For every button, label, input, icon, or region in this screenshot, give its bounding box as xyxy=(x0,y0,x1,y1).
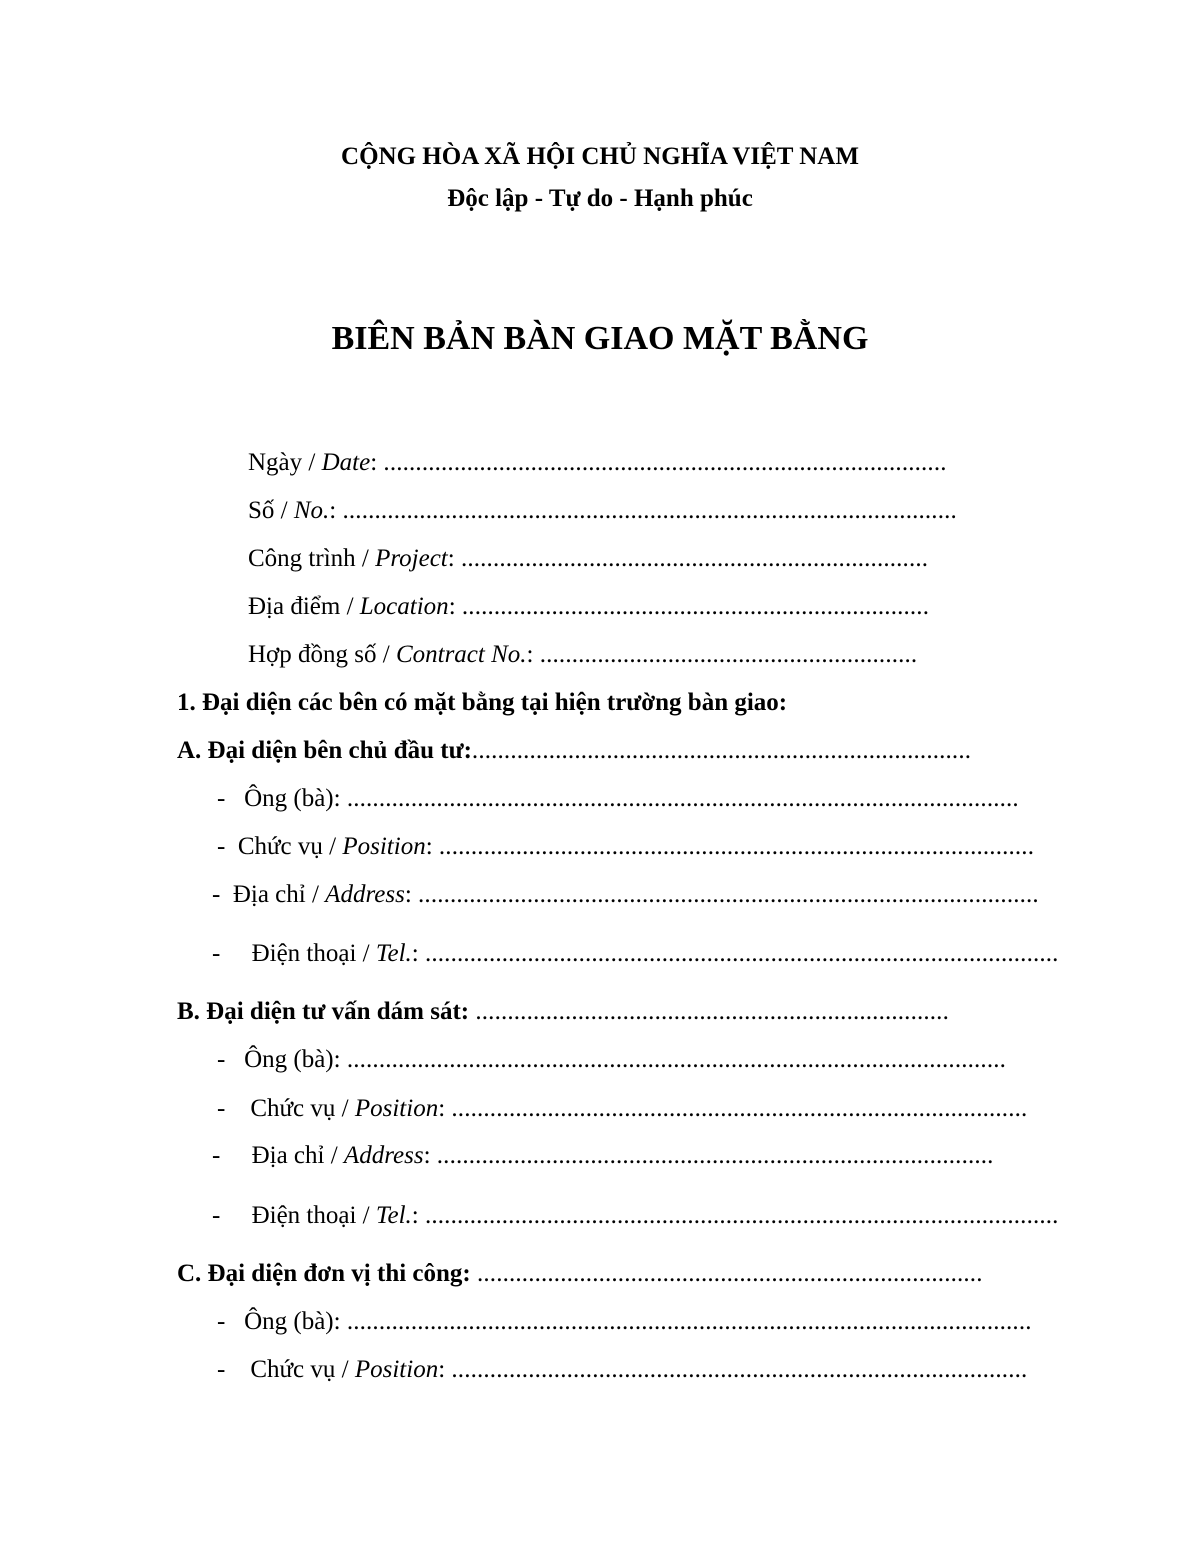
party-b-heading-label: B. Đại diện tư vấn dám sát: xyxy=(177,998,470,1025)
party-b-position-field: - Chức vụ / Position: .......................................................................................... xyxy=(217,1095,1028,1122)
party-a-name-field: - Ông (bà): ......................................................................................................... xyxy=(217,785,1019,812)
project-field: Công trình / Project: ......................................................................... xyxy=(248,545,929,572)
party-c-name-field: - Ông (bà): ........................................................................................................... xyxy=(217,1308,1032,1335)
party-b-tel-label-en: Tel. xyxy=(375,1202,412,1229)
party-b-name-label: Ông (bà): xyxy=(244,1046,341,1073)
party-b-name-field: - Ông (bà): ....................................................................................................... xyxy=(217,1046,1007,1073)
location-label-en: Location xyxy=(359,593,449,620)
party-a-name-label: Ông (bà): xyxy=(244,785,341,812)
number-label-en: No. xyxy=(293,497,330,524)
number-label: Số / xyxy=(248,497,294,524)
date-label-en: Date xyxy=(321,449,371,476)
contract-label-en: Contract No. xyxy=(395,641,527,668)
date-label: Ngày / xyxy=(248,449,322,476)
party-b-fill[interactable]: .......................................................................... xyxy=(475,998,949,1025)
party-c-position-label-en: Position xyxy=(354,1356,439,1383)
party-a-position-label-en: Position xyxy=(342,833,426,860)
party-a-position-field: - Chức vụ / Position: ............................................................................................. xyxy=(217,833,1035,860)
party-b-tel-label: Điện thoại / xyxy=(251,1202,376,1229)
party-c-heading-label: C. Đại diện đơn vị thi công: xyxy=(177,1260,471,1287)
contract-label: Hợp đồng số / xyxy=(248,641,396,668)
party-a-heading xyxy=(177,735,1069,767)
party-b-address-field: - Địa chỉ / Address: ....................................................................................... xyxy=(212,1142,994,1169)
party-a-tel-field: - Điện thoại / Tel.: ................................................................................................... xyxy=(212,940,1059,967)
party-a-address-label-en: Address xyxy=(325,881,405,908)
project-label: Công trình / xyxy=(248,545,376,572)
party-b-tel-field: - Điện thoại / Tel.: ................................................................................................... xyxy=(212,1202,1059,1229)
party-a-tel-fill[interactable]: ................................................................................................... xyxy=(424,940,1059,967)
project-label-en: Project xyxy=(375,545,448,572)
number-field: Số / No.: ................................................................................................ xyxy=(248,497,957,524)
party-b-address-label: Địa chỉ / xyxy=(251,1142,344,1169)
party-c-position-label: Chức vụ / xyxy=(250,1356,355,1383)
party-b-name-fill[interactable]: ....................................................................................................... xyxy=(346,1046,1007,1073)
contract-fill[interactable]: ........................................................... xyxy=(539,641,918,668)
party-b-position-label-en: Position xyxy=(354,1095,439,1122)
party-c-name-fill[interactable]: ........................................................................................................... xyxy=(346,1308,1032,1335)
project-fill[interactable]: ......................................................................... xyxy=(460,545,929,572)
location-fill[interactable]: ......................................................................... xyxy=(461,593,930,620)
document-title: BIÊN BẢN BÀN GIAO MẶT BẰNG xyxy=(331,320,869,357)
party-b-address-label-en: Address xyxy=(343,1142,424,1169)
party-c-heading xyxy=(177,1258,1077,1290)
party-b-position-fill[interactable]: .......................................................................................... xyxy=(451,1095,1028,1122)
party-a-tel-label-en: Tel. xyxy=(375,940,412,967)
national-title: CỘNG HÒA XÃ HỘI CHỦ NGHĨA VIỆT NAM xyxy=(341,143,859,170)
number-fill[interactable]: ................................................................................................ xyxy=(342,497,957,524)
national-motto: Độc lập - Tự do - Hạnh phúc xyxy=(447,185,753,212)
date-field: Ngày / Date: ........................................................................................ xyxy=(248,449,947,476)
party-a-position-label: Chức vụ / xyxy=(237,833,343,860)
party-b-address-fill[interactable]: ....................................................................................... xyxy=(436,1142,994,1169)
party-a-name-fill[interactable]: ......................................................................................................... xyxy=(346,785,1019,812)
party-a-address-field: - Địa chỉ / Address: ................................................................................................. xyxy=(212,881,1039,908)
contract-field: Hợp đồng số / Contract No.: ........................................................... xyxy=(248,641,918,668)
location-field: Địa điểm / Location: ......................................................................... xyxy=(248,593,930,620)
party-b-position-label: Chức vụ / xyxy=(250,1095,355,1122)
party-c-name-label: Ông (bà): xyxy=(244,1308,341,1335)
party-a-address-label: Địa chỉ / xyxy=(232,881,326,908)
location-label: Địa điểm / xyxy=(248,593,360,620)
party-a-tel-label: Điện thoại / xyxy=(251,940,376,967)
party-c-position-field: - Chức vụ / Position: .......................................................................................... xyxy=(217,1356,1028,1383)
party-a-address-fill[interactable]: ................................................................................................. xyxy=(418,881,1039,908)
party-c-fill[interactable]: ............................................................................... xyxy=(477,1260,983,1287)
date-fill[interactable]: ........................................................................................ xyxy=(383,449,947,476)
section-1-heading: 1. Đại diện các bên có mặt bằng tại hiện trường bàn giao: xyxy=(177,689,788,716)
party-a-position-fill[interactable]: ............................................................................................. xyxy=(438,833,1035,860)
party-b-heading xyxy=(177,996,1057,1028)
party-a-fill[interactable]: .............................................................................. xyxy=(471,737,972,764)
party-b-tel-fill[interactable]: ................................................................................................... xyxy=(424,1202,1059,1229)
party-c-position-fill[interactable]: .......................................................................................... xyxy=(451,1356,1028,1383)
party-a-heading-label: A. Đại diện bên chủ đầu tư: xyxy=(177,737,472,764)
